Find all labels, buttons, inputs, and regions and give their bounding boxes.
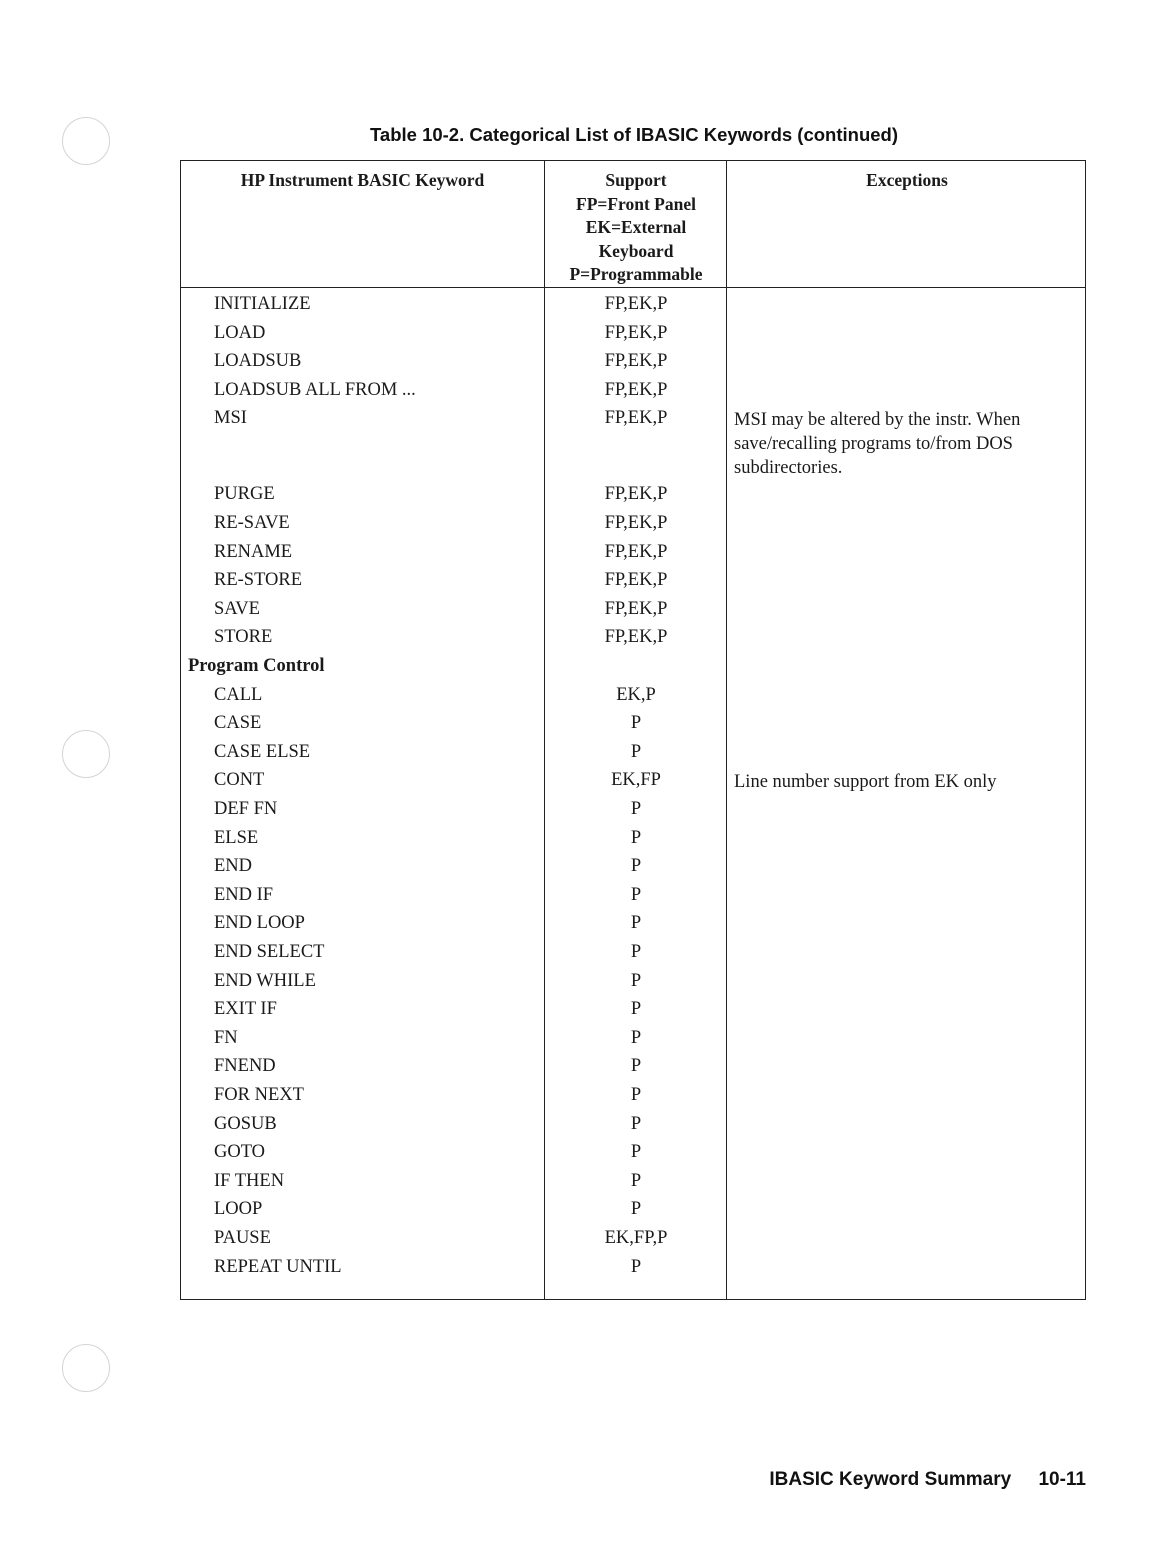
header-keyword: HP Instrument BASIC Keyword	[240, 170, 485, 190]
category-label: Program Control	[188, 656, 325, 676]
support-cell: P	[630, 856, 642, 877]
keyword-cell: LOAD	[214, 322, 266, 343]
support-cell: FP,EK,P	[604, 351, 668, 372]
table-row	[181, 1085, 1085, 1114]
support-cell: P	[630, 1142, 642, 1163]
keyword-cell: CONT	[214, 770, 265, 791]
binder-hole-middle	[62, 730, 110, 778]
table-row	[181, 1142, 1085, 1171]
keyword-cell: RE-STORE	[214, 570, 303, 591]
keyword-cell: RE-SAVE	[214, 513, 290, 533]
header-support-line: Keyboard	[598, 240, 674, 261]
support-cell: FP,EK,P	[604, 408, 668, 429]
header-support	[545, 169, 727, 287]
support-cell: FP,EK,P	[604, 294, 668, 314]
support-cell: P	[630, 1256, 642, 1277]
table-row	[181, 913, 1085, 942]
keyword-cell: END IF	[214, 884, 274, 905]
keyword-table	[180, 160, 1086, 1300]
table-row	[181, 685, 1085, 714]
keyword-cell: STORE	[214, 627, 273, 648]
table-row	[181, 713, 1085, 742]
table-row	[181, 742, 1085, 771]
header-support-line: P=Programmable	[569, 264, 703, 284]
binder-hole-bottom	[62, 1344, 110, 1392]
keyword-cell: SAVE	[214, 598, 260, 619]
support-cell: P	[630, 1056, 642, 1077]
table-row	[181, 408, 1085, 479]
table-row	[181, 294, 1085, 323]
keyword-cell: FN	[214, 1027, 238, 1048]
support-cell: P	[630, 1027, 642, 1048]
table-row	[181, 1028, 1085, 1057]
table-row	[181, 351, 1085, 380]
category-row	[181, 656, 1085, 685]
footer-section-title: IBASIC Keyword Summary	[769, 1469, 1012, 1490]
keyword-cell: PURGE	[214, 484, 275, 505]
keyword-cell: LOOP	[214, 1199, 263, 1220]
support-cell: EK,P	[616, 684, 656, 705]
support-cell: P	[630, 1113, 642, 1134]
support-cell: P	[630, 913, 642, 934]
keyword-cell: MSI	[214, 408, 247, 429]
table-row	[181, 513, 1085, 542]
keyword-cell: INITIALIZE	[214, 294, 311, 314]
table-row	[181, 942, 1085, 971]
keyword-cell: GOSUB	[214, 1113, 277, 1134]
keyword-cell: END	[214, 856, 253, 877]
header-divider	[181, 287, 1085, 288]
support-cell: FP,EK,P	[604, 513, 668, 533]
table-row	[181, 799, 1085, 828]
support-cell: FP,EK,P	[604, 598, 668, 619]
table-row	[181, 1199, 1085, 1228]
table-row	[181, 1056, 1085, 1085]
keyword-cell: CASE	[214, 713, 262, 734]
support-cell: FP,EK,P	[604, 484, 668, 505]
page-footer	[769, 1469, 1086, 1491]
support-cell: EK,FP	[611, 770, 661, 791]
keyword-cell: END WHILE	[214, 970, 316, 991]
support-cell: P	[630, 884, 642, 905]
support-cell: FP,EK,P	[604, 322, 668, 343]
table-row	[181, 1171, 1085, 1200]
table-row	[181, 484, 1085, 513]
keyword-cell: LOADSUB	[214, 351, 302, 372]
table-row	[181, 856, 1085, 885]
table-row	[181, 828, 1085, 857]
table-row	[181, 1228, 1085, 1257]
support-cell: P	[630, 970, 642, 991]
table-row	[181, 971, 1085, 1000]
exception-cell: Line number support from EK only	[734, 772, 997, 793]
keyword-cell: GOTO	[214, 1142, 266, 1163]
header-support-line: FP=Front Panel	[576, 193, 696, 214]
header-exceptions: Exceptions	[866, 170, 948, 190]
keyword-cell: ELSE	[214, 827, 259, 848]
support-cell: P	[630, 1085, 642, 1105]
table-row	[181, 1257, 1085, 1286]
keyword-cell: CALL	[214, 684, 263, 705]
support-cell: FP,EK,P	[604, 379, 668, 400]
table-row	[181, 1114, 1085, 1143]
keyword-cell: EXIT IF	[214, 999, 277, 1020]
support-cell: FP,EK,P	[604, 541, 668, 562]
keyword-cell: FOR NEXT	[214, 1085, 304, 1105]
support-cell: EK,FP,P	[604, 1228, 668, 1248]
keyword-cell: CASE ELSE	[214, 741, 311, 762]
footer-page-number: 10-11	[1038, 1469, 1086, 1490]
keyword-cell: END LOOP	[214, 913, 305, 934]
exception-cell: MSI may be altered by the instr. When save/recalling programs to/from DOS subdirectories.	[734, 410, 1021, 479]
table-row	[181, 380, 1085, 409]
support-cell: P	[630, 999, 642, 1020]
keyword-cell: IF THEN	[214, 1170, 285, 1191]
support-cell: FP,EK,P	[604, 627, 668, 648]
table-row	[181, 627, 1085, 656]
header-support-line: EK=External	[585, 217, 687, 237]
support-cell: FP,EK,P	[604, 570, 668, 591]
table-row	[181, 542, 1085, 571]
support-cell: P	[630, 799, 642, 819]
keyword-cell: FNEND	[214, 1056, 276, 1077]
support-cell: P	[630, 942, 642, 962]
support-cell: P	[630, 713, 642, 734]
support-cell: P	[630, 1199, 642, 1220]
keyword-cell: RENAME	[214, 541, 293, 562]
table-row	[181, 599, 1085, 628]
support-cell: P	[630, 827, 642, 848]
support-cell: P	[630, 1170, 642, 1191]
keyword-cell: PAUSE	[214, 1228, 271, 1248]
keyword-cell: LOADSUB ALL FROM ...	[214, 379, 416, 400]
table-row	[181, 323, 1085, 352]
table-title: Table 10-2. Categorical List of IBASIC Keywords (continued)	[369, 124, 899, 145]
keyword-cell: END SELECT	[214, 942, 325, 962]
keyword-cell: DEF FN	[214, 799, 278, 819]
keyword-cell: REPEAT UNTIL	[214, 1256, 342, 1277]
support-cell: P	[630, 741, 642, 762]
table-row	[181, 570, 1085, 599]
table-row	[181, 999, 1085, 1028]
table-row	[181, 885, 1085, 914]
header-support-line: Support	[605, 170, 667, 190]
binder-hole-top	[62, 117, 110, 165]
table-row	[181, 770, 1085, 799]
